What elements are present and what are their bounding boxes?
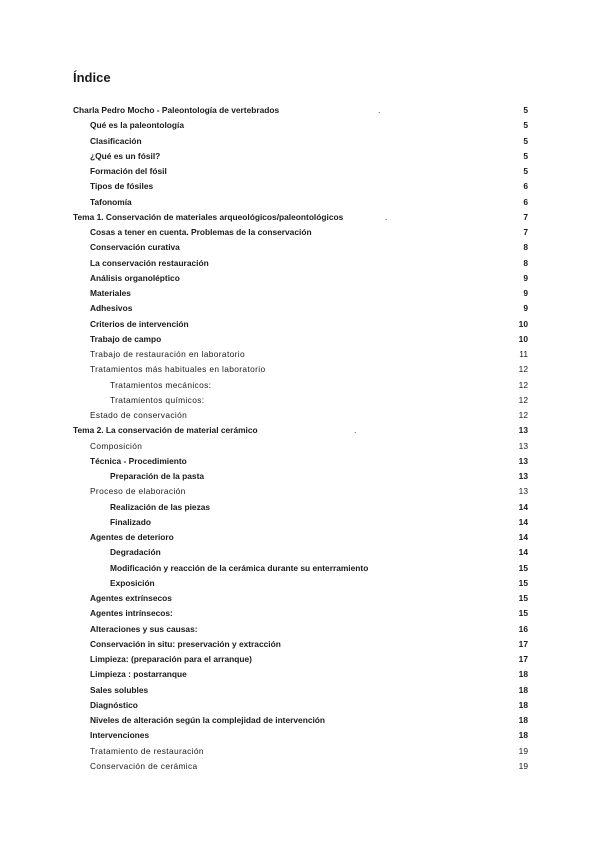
toc-entry-page: 19 [518, 760, 528, 771]
toc-entry-page: 9 [523, 303, 528, 314]
toc-entry-label: Proceso de elaboración [90, 486, 186, 497]
toc-entry-label: Tipos de fósiles [90, 181, 154, 192]
toc-entry-page: 14 [518, 501, 528, 512]
toc-entry[interactable] [73, 515, 528, 530]
toc-entry-page: 14 [518, 532, 528, 542]
toc-entry-label: Conservación de cerámica [90, 760, 198, 771]
toc-entry-page: 13 [518, 471, 528, 481]
toc-entry[interactable] [73, 103, 528, 118]
toc-entry[interactable] [73, 622, 528, 637]
toc-entry-label: Finalizado [110, 516, 151, 527]
toc-entry-page: 13 [518, 440, 528, 451]
toc-entry[interactable] [73, 759, 528, 774]
toc-entry-label: Preparación de la pasta [110, 471, 205, 481]
toc-entry-label: Criterios de intervención [90, 318, 189, 329]
toc-entry-page: 12 [518, 394, 528, 405]
toc-entry[interactable] [73, 683, 528, 698]
toc-entry-label: Intervenciones [90, 730, 150, 741]
toc-entry[interactable] [73, 576, 528, 591]
toc-entry-label: Cosas a tener en cuenta. Problemas de la conservación [90, 227, 312, 237]
toc-entry-page: 8 [523, 242, 528, 253]
toc-entry-label: Charla Pedro Mocho - Paleontología de vertebrados [73, 105, 280, 115]
toc-entry[interactable] [73, 454, 528, 469]
toc-entry[interactable] [73, 500, 528, 515]
toc-entry-label: Qué es la paleontología [90, 120, 185, 131]
toc-entry-page: 5 [523, 135, 528, 146]
toc-entry-label: Sales solubles [90, 684, 149, 695]
toc-entry-page: 18 [518, 730, 528, 741]
toc-entry-label: Conservación curativa [90, 242, 180, 253]
toc-entry[interactable] [73, 469, 528, 484]
toc-entry[interactable] [73, 347, 528, 362]
toc-entry[interactable] [73, 561, 528, 576]
toc-entry-label: Técnica - Procedimiento [90, 455, 187, 466]
toc-entry[interactable] [73, 728, 528, 743]
toc-entry-label: Estado de conservación [90, 410, 188, 420]
toc-entry-label: Clasificación [90, 135, 142, 146]
toc-entry-label: Análisis organoléptico [90, 272, 180, 283]
toc-entry[interactable] [73, 744, 528, 759]
toc-entry-page: 8 [523, 257, 528, 268]
toc-entry[interactable] [73, 713, 528, 728]
toc-entry-label: ¿Qué es un fósil? [90, 150, 161, 161]
toc-entry-page: 7 [523, 227, 528, 237]
toc-entry-label: Tafonomía [90, 196, 132, 207]
toc-entry-page: 19 [518, 745, 528, 756]
toc-entry-page: 17 [518, 654, 528, 664]
toc-entry[interactable] [73, 393, 528, 408]
toc-entry-page: 17 [518, 638, 528, 649]
toc-entry-page: 5 [523, 105, 528, 115]
toc-entry-label: Tratamiento de restauración [90, 745, 204, 756]
toc-entry[interactable] [73, 408, 528, 423]
toc-entry-page: 10 [518, 318, 528, 329]
toc-entry-page: 18 [518, 715, 528, 725]
toc-entry-label: Conservación in situ: preservación y extracción [90, 638, 281, 649]
toc-entry[interactable] [73, 134, 528, 149]
toc-entry-dot: . [385, 211, 388, 222]
toc-entry[interactable] [73, 378, 528, 393]
toc-entry[interactable] [73, 667, 528, 682]
toc-entry-page: 12 [518, 410, 528, 420]
toc-entry-page: 14 [518, 547, 528, 558]
toc-entry[interactable] [73, 484, 528, 499]
toc-entry-label: Exposición [110, 577, 155, 588]
toc-entry-page: 13 [518, 425, 528, 436]
toc-entry[interactable] [73, 317, 528, 332]
toc-entry[interactable] [73, 301, 528, 316]
toc-entry[interactable] [73, 195, 528, 210]
toc-entry-label: Agentes intrínsecos: [90, 608, 173, 619]
toc-entry-label: Tratamientos mecánicos: [110, 379, 212, 390]
toc-entry-label: Trabajo de campo [90, 333, 162, 344]
toc-entry[interactable] [73, 698, 528, 713]
toc-entry-page: 15 [518, 562, 528, 573]
toc-entry[interactable] [73, 210, 528, 225]
toc-entry-label: Realización de las piezas [110, 501, 211, 512]
toc-entry-label: Tema 1. Conservación de materiales arqueológicos/paleontológicos [73, 211, 344, 222]
toc-entry-page: 15 [518, 608, 528, 619]
toc-entry-page: 7 [523, 211, 528, 222]
toc-entry-page: 11 [519, 349, 528, 359]
toc-entry[interactable] [73, 256, 528, 271]
toc-entry-page: 6 [523, 196, 528, 207]
toc-entry-label: Limpieza: (preparación para el arranque) [90, 654, 252, 664]
toc-entry[interactable] [73, 591, 528, 606]
toc-entry[interactable] [73, 652, 528, 667]
toc-entry[interactable] [73, 332, 528, 347]
toc-entry-page: 12 [518, 364, 528, 375]
toc-entry-label: Agentes extrínsecos [90, 593, 172, 603]
toc-entry-label: Composición [90, 440, 143, 451]
toc-entry[interactable] [73, 637, 528, 652]
table-of-contents [73, 103, 528, 774]
toc-entry-page: 13 [518, 455, 528, 466]
toc-entry-label: Modificación y reacción de la cerámica durante su enterramiento [110, 562, 369, 573]
toc-entry[interactable] [73, 225, 528, 240]
toc-entry-label: Degradación [110, 547, 161, 558]
toc-entry-label: Niveles de alteración según la complejidad de intervención [90, 715, 326, 725]
toc-entry-page: 9 [523, 288, 528, 298]
toc-entry[interactable] [73, 149, 528, 164]
toc-entry-label: Tema 2. La conservación de material cerámico [73, 425, 258, 436]
toc-entry-page: 10 [518, 333, 528, 344]
toc-entry[interactable] [73, 240, 528, 255]
toc-entry-page: 18 [518, 669, 528, 680]
toc-entry[interactable] [73, 118, 528, 133]
toc-entry-label: Adhesivos [90, 303, 133, 314]
toc-entry-label: Diagnóstico [90, 699, 138, 710]
toc-entry-page: 15 [518, 593, 528, 603]
toc-entry[interactable] [73, 164, 528, 179]
toc-entry-page: 5 [523, 150, 528, 161]
toc-entry-page: 12 [518, 379, 528, 390]
toc-entry-page: 6 [523, 181, 528, 192]
toc-entry-page: 13 [518, 486, 528, 497]
toc-entry-dot: . [378, 105, 381, 115]
toc-entry-page: 5 [523, 166, 528, 176]
toc-entry-page: 18 [518, 699, 528, 710]
toc-entry[interactable] [73, 362, 528, 377]
toc-entry[interactable] [73, 545, 528, 560]
toc-entry-label: Limpieza : postarranque [90, 669, 187, 680]
toc-entry-label: Tratamientos químicos: [110, 394, 205, 405]
toc-entry-label: La conservación restauración [90, 257, 209, 268]
toc-entry-page: 15 [518, 577, 528, 588]
toc-entry-label: Materiales [90, 288, 131, 298]
toc-entry-page: 14 [518, 516, 528, 527]
toc-entry-label: Agentes de deterioro [90, 532, 174, 542]
toc-entry-page: 9 [523, 272, 528, 283]
toc-entry-dot: . [354, 425, 357, 436]
toc-entry-label: Alteraciones y sus causas: [90, 623, 198, 634]
toc-entry[interactable] [73, 271, 528, 286]
toc-entry-label: Tratamientos más habituales en laboratorio [90, 364, 266, 375]
toc-entry[interactable] [73, 439, 528, 454]
toc-entry-page: 16 [518, 623, 528, 634]
page-title: Índice [73, 70, 111, 85]
toc-entry[interactable] [73, 286, 528, 301]
toc-entry-label: Trabajo de restauración en laboratorio [90, 349, 245, 359]
toc-entry[interactable] [73, 423, 528, 438]
toc-entry[interactable] [73, 179, 528, 194]
toc-entry-label: Formación del fósil [90, 166, 167, 176]
toc-entry-page: 18 [518, 684, 528, 695]
toc-entry[interactable] [73, 606, 528, 621]
toc-entry[interactable] [73, 530, 528, 545]
toc-entry-page: 5 [523, 120, 528, 131]
